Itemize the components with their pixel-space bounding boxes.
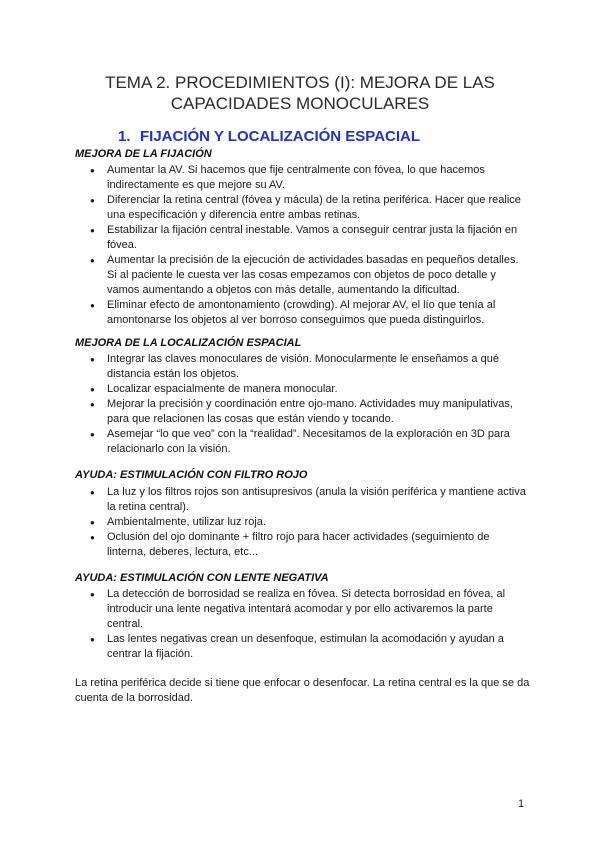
list-item: ● Diferenciar la retina central (fóvea y mácula) de la retina periférica. Hacer que realice una especificación y diferencia entre ambas retinas.: [90, 193, 530, 223]
subheading-lente-negativa: AYUDA: ESTIMULACIÓN CON LENTE NEGATIVA: [75, 572, 329, 584]
title-line-2: CAPACIDADES MONOCULARES: [170, 94, 430, 113]
section-number: 1.: [118, 128, 131, 145]
list-item: ● Aumentar la precisión de la ejecución de actividades basadas en pequeños detalles. Si al paciente le cuesta ver las cosas empezamos con objetos de poco detalle y vamos aumentando a objetos con más detalle, aumentando la dificultad.: [90, 253, 530, 298]
list-item: ● Localizar espacialmente de manera monocular.: [90, 382, 530, 397]
list-item: ● Aumentar la AV. Si hacemos que fije centralmente con fóvea, lo que hacemos indirectamente es que mejore su AV.: [90, 163, 530, 193]
subheading-filtro-rojo: AYUDA: ESTIMULACIÓN CON FILTRO ROJO: [75, 469, 308, 481]
list-item: ● Estabilizar la fijación central inestable. Vamos a conseguir centrar justa la fijación en fóvea.: [90, 223, 530, 253]
list-item: ● Oclusión del ojo dominante + filtro rojo para hacer actividades (seguimiento de linterna, deberes, lectura, etc...: [90, 530, 530, 560]
list-item: ● Eliminar efecto de amontonamiento (crowding). Al mejorar AV, el lío que tenía al amontonarse los objetos al ver borroso conseguimos que pueda distinguirlos.: [90, 298, 530, 328]
document-title: [0, 72, 600, 114]
list-lente-negativa: [90, 587, 530, 662]
list-item: ● La detección de borrosidad se realiza en fóvea. Si detecta borrosidad en fóvea, al introducir una lente negativa intentará acomodar y por ello activaremos la parte central.: [90, 587, 530, 632]
section-title: FIJACIÓN Y LOCALIZACIÓN ESPACIAL: [140, 128, 421, 145]
closing-paragraph: La retina periférica decide si tiene que enfocar o desenfocar. La retina central es la que se da cuenta de la borrosidad.: [75, 677, 530, 704]
list-item: ● Ambientalmente, utilizar luz roja.: [90, 515, 530, 530]
list-item: ● Las lentes negativas crean un desenfoque, estimulan la acomodación y ayudan a centrar la fijación.: [90, 632, 530, 662]
list-item: ● Asemejar “lo que veo” con la “realidad”. Necesitamos de la exploración en 3D para relacionarlo con la visión.: [90, 427, 530, 457]
subheading-mejora-fijacion: MEJORA DE LA FIJACIÓN: [75, 148, 212, 160]
title-line-1: TEMA 2. PROCEDIMIENTOS (I): MEJORA DE LAS: [105, 73, 495, 92]
subheading-mejora-localizacion: MEJORA DE LA LOCALIZACIÓN ESPACIAL: [75, 337, 302, 349]
page-number: 1: [518, 798, 525, 810]
list-mejora-fijacion: [90, 163, 530, 328]
section-heading: [118, 128, 420, 145]
list-mejora-localizacion: [90, 352, 530, 457]
list-item: ● Mejorar la precisión y coordinación entre ojo-mano. Actividades muy manipulativas, para que relacionen las cosas que están viendo y tocando.: [90, 397, 530, 427]
list-item: ● Integrar las claves monoculares de visión. Monocularmente le enseñamos a qué distancia están los objetos.: [90, 352, 530, 382]
list-filtro-rojo: [90, 485, 530, 560]
list-item: ● La luz y los filtros rojos son antisupresivos (anula la visión periférica y mantiene activa la retina central).: [90, 485, 530, 515]
